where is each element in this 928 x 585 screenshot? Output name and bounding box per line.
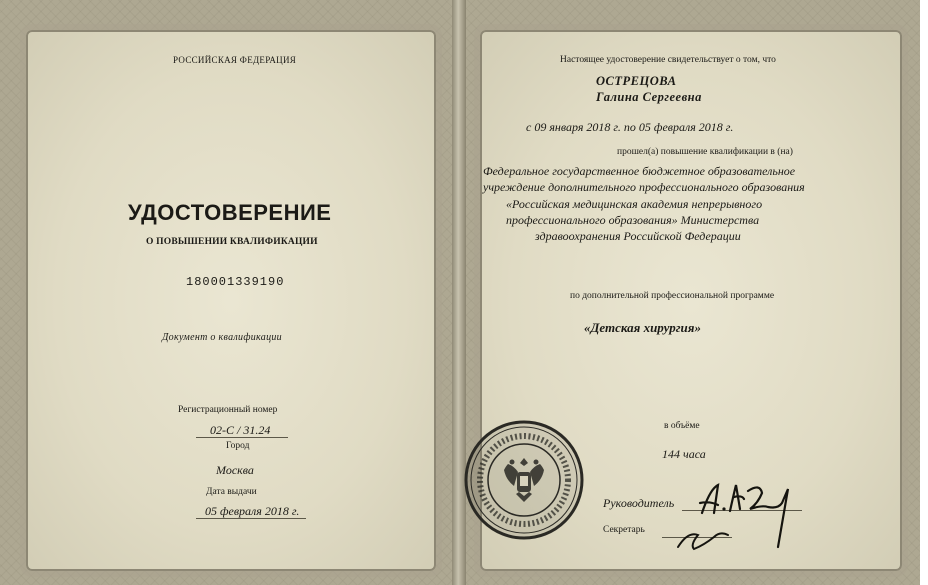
institution-line-2: учреждение дополнительного профессионального образования	[483, 180, 805, 194]
left-page	[0, 0, 458, 585]
city-label: Город	[226, 441, 250, 451]
scan-edge	[920, 0, 928, 585]
head-label: Руководитель	[603, 496, 675, 510]
holder-given-names: Галина Сергеевна	[596, 90, 702, 104]
program-label: по дополнительной профессиональной программе	[570, 291, 775, 301]
certifies-text: Настоящее удостоверение свидетельствует о том, что	[560, 55, 776, 65]
document-title: УДОСТОВЕРЕНИЕ	[128, 200, 332, 225]
volume-value: 144 часа	[662, 447, 706, 461]
holder-surname: ОСТРЕЦОВА	[596, 74, 677, 88]
institution-line-3: «Российская медицинская академия непрерывного	[506, 197, 763, 211]
institution-line-4: профессионального образования» Министерства	[506, 213, 760, 227]
handwritten-signature	[672, 475, 802, 555]
issue-date-underline	[196, 518, 306, 519]
registration-value: 02-С / 31.24	[210, 423, 271, 437]
program-name: «Детская хирургия»	[584, 320, 701, 335]
institution-line-5: здравоохранения Российской Федерации	[535, 229, 741, 243]
official-seal-icon	[462, 418, 586, 542]
institution-line-1: Федеральное государственное бюджетное образовательное	[483, 164, 796, 178]
secretary-label: Секретарь	[603, 525, 645, 535]
study-period: с 09 января 2018 г. по 05 февраля 2018 г.	[526, 120, 734, 134]
document-type: Документ о квалификации	[162, 332, 282, 343]
issue-date-value: 05 февраля 2018 г.	[205, 504, 300, 518]
city-value: Москва	[216, 463, 254, 477]
volume-label: в объёме	[664, 421, 700, 431]
issue-date-label: Дата выдачи	[206, 487, 257, 497]
registration-underline	[196, 437, 288, 438]
registration-label: Регистрационный номер	[178, 405, 278, 415]
passed-training-text: прошел(а) повышение квалификации в (на)	[617, 147, 793, 157]
document-subtitle: О ПОВЫШЕНИИ КВАЛИФИКАЦИИ	[146, 237, 318, 247]
country-label: РОССИЙСКАЯ ФЕДЕРАЦИЯ	[173, 55, 297, 65]
certificate-number: 180001339190	[186, 275, 285, 289]
